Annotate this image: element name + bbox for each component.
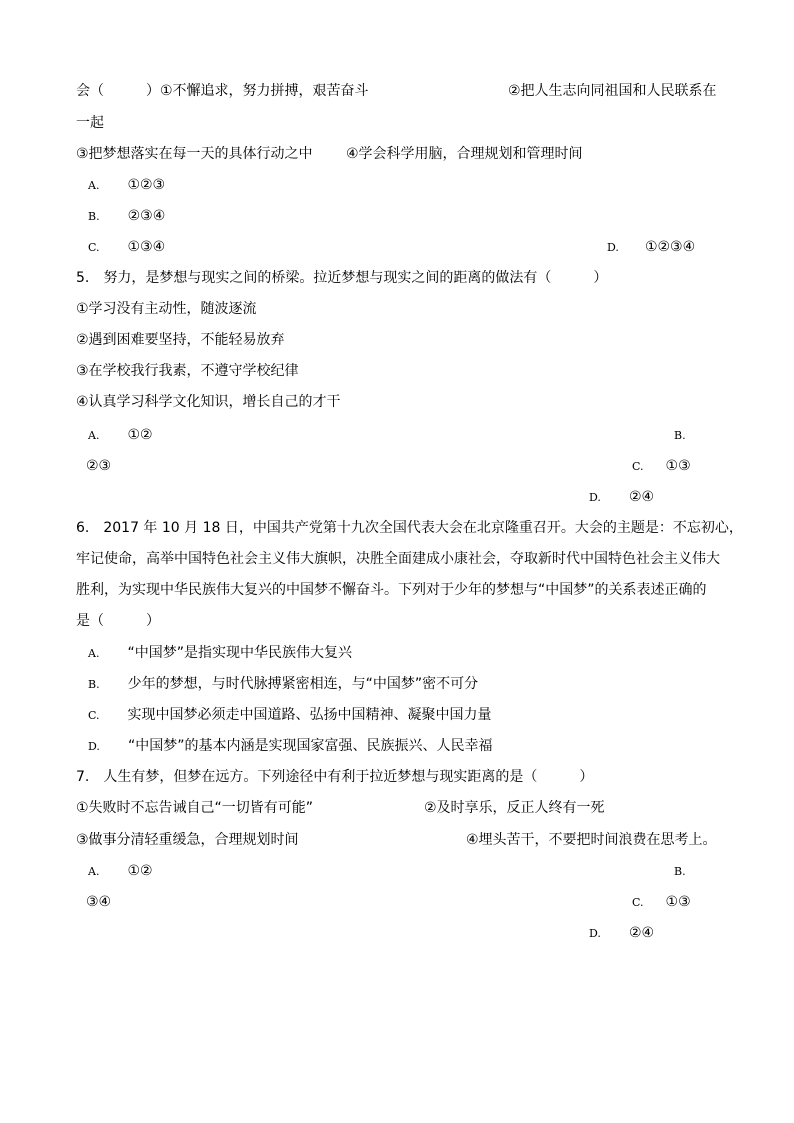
option-letter: A.: [88, 429, 100, 442]
option-letter: C.: [88, 241, 100, 254]
option-text: “中国梦”的基本内涵是实现国家富强、民族振兴、人民幸福: [127, 738, 493, 754]
option-text: ①③: [665, 458, 691, 474]
q7-stem: 7. 人生有梦，但梦在远方。下列途径中有利于拉近梦想与现实距离的是（ ）: [76, 769, 594, 785]
option-text: ②③④: [127, 208, 166, 224]
option-letter: D.: [607, 241, 619, 254]
option-letter: A.: [88, 647, 100, 660]
q5-option-c[interactable]: [632, 456, 691, 477]
option-letter: C.: [88, 709, 100, 722]
option-text: 实现中国梦必须走中国道路、弘扬中国精神、凝聚中国力量: [127, 707, 492, 723]
q7-item-3: ③做事分清轻重缓急，合理规划时间: [76, 832, 299, 848]
q5-stem: 5. 努力，是梦想与现实之间的桥梁。拉近梦想与现实之间的距离的做法有（ ）: [76, 270, 608, 286]
q6-option-a[interactable]: [88, 643, 352, 664]
option-text: ①③④: [127, 239, 166, 255]
option-letter: B.: [88, 210, 100, 223]
option-letter: B.: [674, 429, 686, 442]
q7-option-b-text[interactable]: ③④: [86, 894, 112, 910]
q5-item-1: ①学习没有主动性，随波逐流: [76, 301, 257, 317]
option-text: ①③: [665, 894, 691, 910]
option-letter: C.: [632, 460, 644, 473]
q4-option-d[interactable]: [607, 237, 695, 258]
q7-option-b-letter[interactable]: [674, 861, 686, 882]
q6-stem-line-3: 胜利，为实现中华民族伟大复兴的中国梦不懈奋斗。下列对于少年的梦想与“中国梦”的关系表述正确的: [76, 582, 707, 598]
q7-item-2: ②及时享乐，反正人终有一死: [424, 800, 605, 816]
option-letter: C.: [632, 896, 644, 909]
q4-item-3: ③把梦想落实在每一天的具体行动之中: [76, 146, 313, 162]
q5-option-b-letter[interactable]: [674, 425, 686, 446]
option-text: ①②③: [127, 177, 166, 193]
q4-option-c[interactable]: [88, 237, 165, 258]
option-text: ①②: [127, 863, 153, 879]
option-letter: B.: [674, 865, 686, 878]
option-text: ①②③④: [644, 239, 696, 255]
q4-stem-line-1a: 会（ ）①不懈追求，努力拼搏，艰苦奋斗: [76, 83, 369, 99]
q6-option-d[interactable]: [88, 736, 492, 757]
option-text: ②④: [628, 925, 655, 941]
option-letter: A.: [88, 179, 100, 192]
q7-option-c[interactable]: [632, 892, 691, 913]
option-text: ①②: [127, 427, 153, 443]
q6-stem-line-1: 6. 2017 年 10 月 18 日，中国共产党第十九次全国代表大会在北京隆重召开。大会的主题是：不忘初心，: [76, 520, 743, 536]
option-text: “中国梦”是指实现中华民族伟大复兴: [127, 645, 352, 661]
q6-option-c[interactable]: [88, 705, 492, 726]
q5-item-3: ③在学校我行我素，不遵守学校纪律: [76, 363, 299, 379]
q5-option-d[interactable]: [589, 487, 654, 508]
q6-stem-line-2: 牢记使命，高举中国特色社会主义伟大旗帜，决胜全面建成小康社会，夺取新时代中国特色社会主义伟大: [76, 551, 720, 567]
q6-stem-line-4: 是（ ）: [76, 613, 160, 629]
option-letter: D.: [88, 740, 100, 753]
q5-option-b-text[interactable]: ②③: [86, 458, 112, 474]
q7-item-4: ④埋头苦干，不要把时间浪费在思考上。: [466, 832, 717, 848]
option-text: ②④: [628, 489, 655, 505]
q4-item-4: ④学会科学用脑，合理规划和管理时间: [346, 146, 583, 162]
q7-option-a[interactable]: [88, 861, 153, 882]
q4-option-b[interactable]: [88, 206, 165, 227]
q4-stem-line-2: 一起: [76, 115, 104, 131]
option-letter: A.: [88, 865, 100, 878]
q5-option-a[interactable]: [88, 425, 153, 446]
q6-option-b[interactable]: [88, 674, 478, 695]
option-letter: D.: [589, 491, 601, 504]
q4-option-a[interactable]: [88, 175, 165, 196]
q5-item-2: ②遇到困难要坚持，不能轻易放弃: [76, 332, 285, 348]
option-text: 少年的梦想，与时代脉搏紧密相连，与“中国梦”密不可分: [127, 676, 479, 692]
q5-item-4: ④认真学习科学文化知识，增长自己的才干: [76, 394, 341, 410]
option-letter: B.: [88, 678, 100, 691]
q4-stem-line-1b: ②把人生志向同祖国和人民联系在: [508, 83, 717, 99]
option-letter: D.: [589, 927, 601, 940]
q7-option-d[interactable]: [589, 923, 654, 944]
q7-item-1: ①失败时不忘告诫自己“一切皆有可能”: [76, 800, 314, 816]
